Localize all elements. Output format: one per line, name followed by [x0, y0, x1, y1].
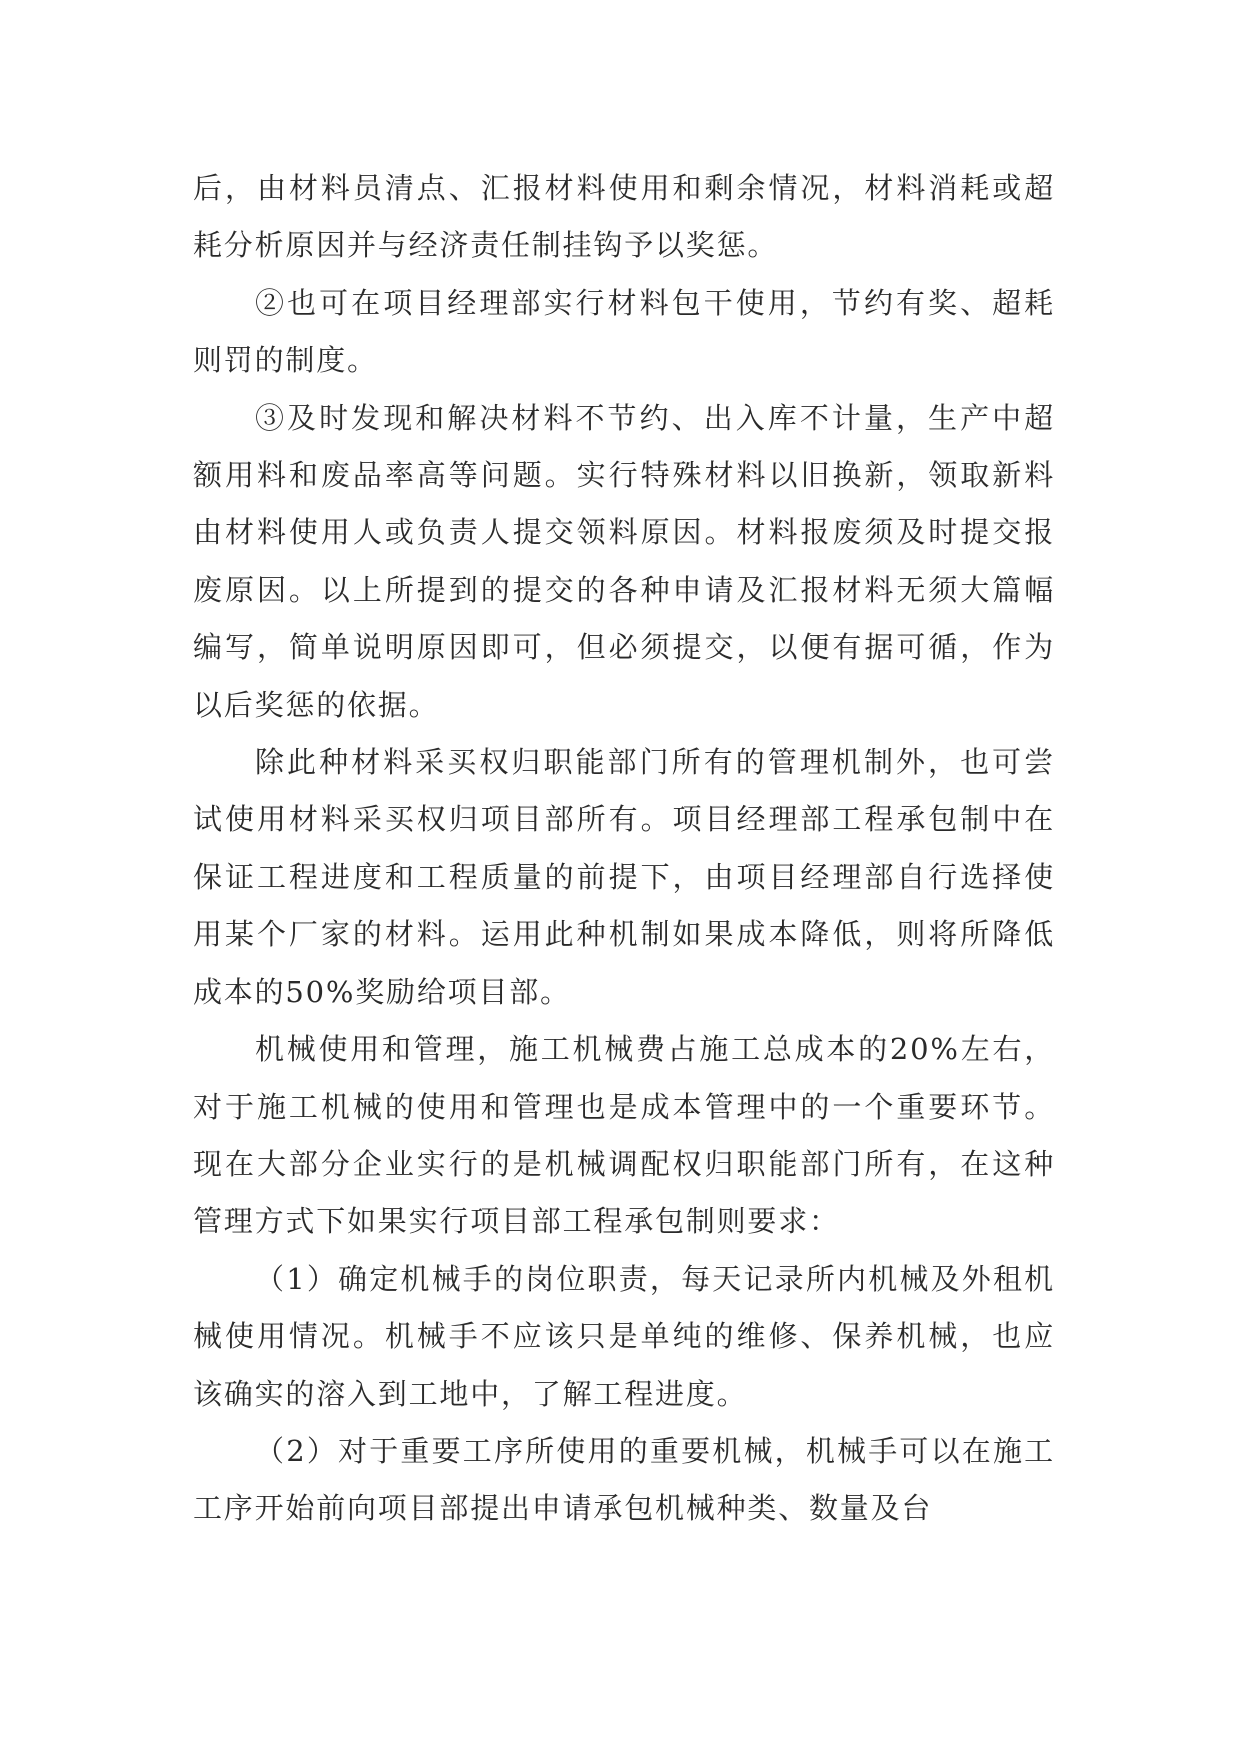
paragraph-machinery: 机械使用和管理，施工机械费占施工总成本的20%左右，对于施工机械的使用和管理也是成本管理中的一个重要环节。现在大部分企业实行的是机械调配权归职能部门所有，在这种管理方式下如果实行项目部工程承包制则要求： [193, 1032, 1055, 1239]
paragraph-item-2: ②也可在项目经理部实行材料包干使用，节约有奖、超耗则罚的制度。 [193, 285, 1055, 378]
paragraph-procurement: 除此种材料采买权归职能部门所有的管理机制外，也可尝试使用材料采买权归项目部所有。项目经理部工程承包制中在保证工程进度和工程质量的前提下，由项目经理部自行选择使用某个厂家的材料。运用此种机制如果成本降低，则将所降低成本的50%奖励给项目部。 [193, 745, 1055, 1009]
paragraph-item-3: ③及时发现和解决材料不节约、出入库不计量，生产中超额用料和废品率高等问题。实行特殊材料以旧换新，领取新料由材料使用人或负责人提交领料原因。材料报废须及时提交报废原因。以上所提到的提交的各种申请及汇报材料无须大篇幅编写，简单说明原因即可，但必须提交，以便有据可循，作为以后奖惩的依据。 [193, 400, 1055, 722]
paragraph-requirement-2: （2）对于重要工序所使用的重要机械，机械手可以在施工工序开始前向项目部提出申请承包机械种类、数量及台 [193, 1433, 1055, 1526]
paragraph-requirement-1: （1）确定机械手的岗位职责，每天记录所内机械及外租机械使用情况。机械手不应该只是单纯的维修、保养机械，也应该确实的溶入到工地中，了解工程进度。 [193, 1261, 1055, 1411]
document-body [193, 160, 1055, 1538]
paragraph-continuation: 后，由材料员清点、汇报材料使用和剩余情况，材料消耗或超耗分析原因并与经济责任制挂钩予以奖惩。 [193, 171, 1055, 263]
